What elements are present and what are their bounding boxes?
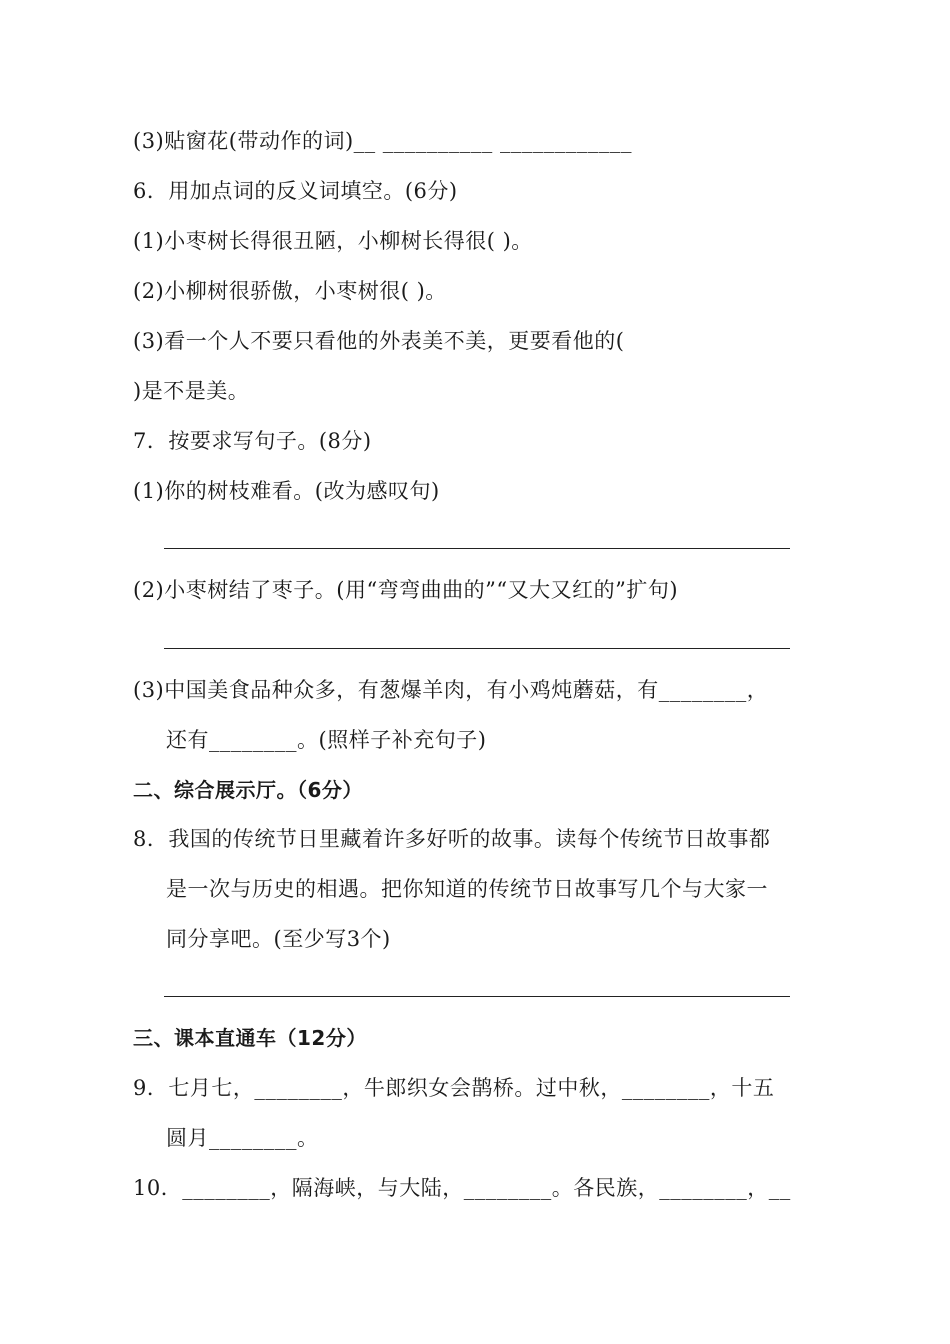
section2-title: 二、综合展示厅。（6分） — [133, 778, 363, 802]
q7-item3-line2: 还有________。(照样子补充句子) — [166, 728, 487, 752]
q6-item1: (1)小枣树长得很丑陋，小柳树长得很( )。 — [133, 229, 533, 253]
q9-line1: 9．七月七，________，牛郎织女会鹊桥。过中秋，________，十五 — [133, 1076, 775, 1100]
q6-item3-line2: )是不是美。 — [133, 379, 250, 403]
q7-item2: (2)小枣树结了枣子。(用“弯弯曲曲的”“又大又红的”扩句) — [133, 578, 679, 602]
q7-item2-answer-line[interactable] — [164, 648, 790, 649]
q6-item3-line1: (3)看一个人不要只看他的外表美不美，更要看他的( — [133, 329, 625, 353]
q6-heading: 6．用加点词的反义词填空。(6分) — [133, 179, 458, 203]
section3-title: 三、课本直通车（12分） — [133, 1026, 367, 1050]
q10-line1: 10．________，隔海峡，与大陆，________。各民族，________，__ — [133, 1176, 791, 1200]
q8-line3: 同分享吧。(至少写3个) — [166, 927, 391, 951]
q9-line2: 圆月________。 — [166, 1126, 319, 1150]
q7-item1: (1)你的树枝难看。(改为感叹句) — [133, 479, 440, 503]
q8-answer-line[interactable] — [164, 996, 790, 997]
q7-heading: 7．按要求写句子。(8分) — [133, 429, 372, 453]
q5-item3: (3)贴窗花(带动作的词)__ __________ ____________ — [133, 129, 632, 153]
q6-item2: (2)小柳树很骄傲，小枣树很( )。 — [133, 279, 447, 303]
q7-item1-answer-line[interactable] — [164, 548, 790, 549]
q8-line2: 是一次与历史的相遇。把你知道的传统节日故事写几个与大家一 — [166, 877, 768, 901]
q7-item3-line1: (3)中国美食品种众多，有葱爆羊肉，有小鸡炖蘑菇，有________， — [133, 678, 769, 702]
q8-line1: 8．我国的传统节日里藏着许多好听的故事。读每个传统节日故事都 — [133, 827, 771, 851]
